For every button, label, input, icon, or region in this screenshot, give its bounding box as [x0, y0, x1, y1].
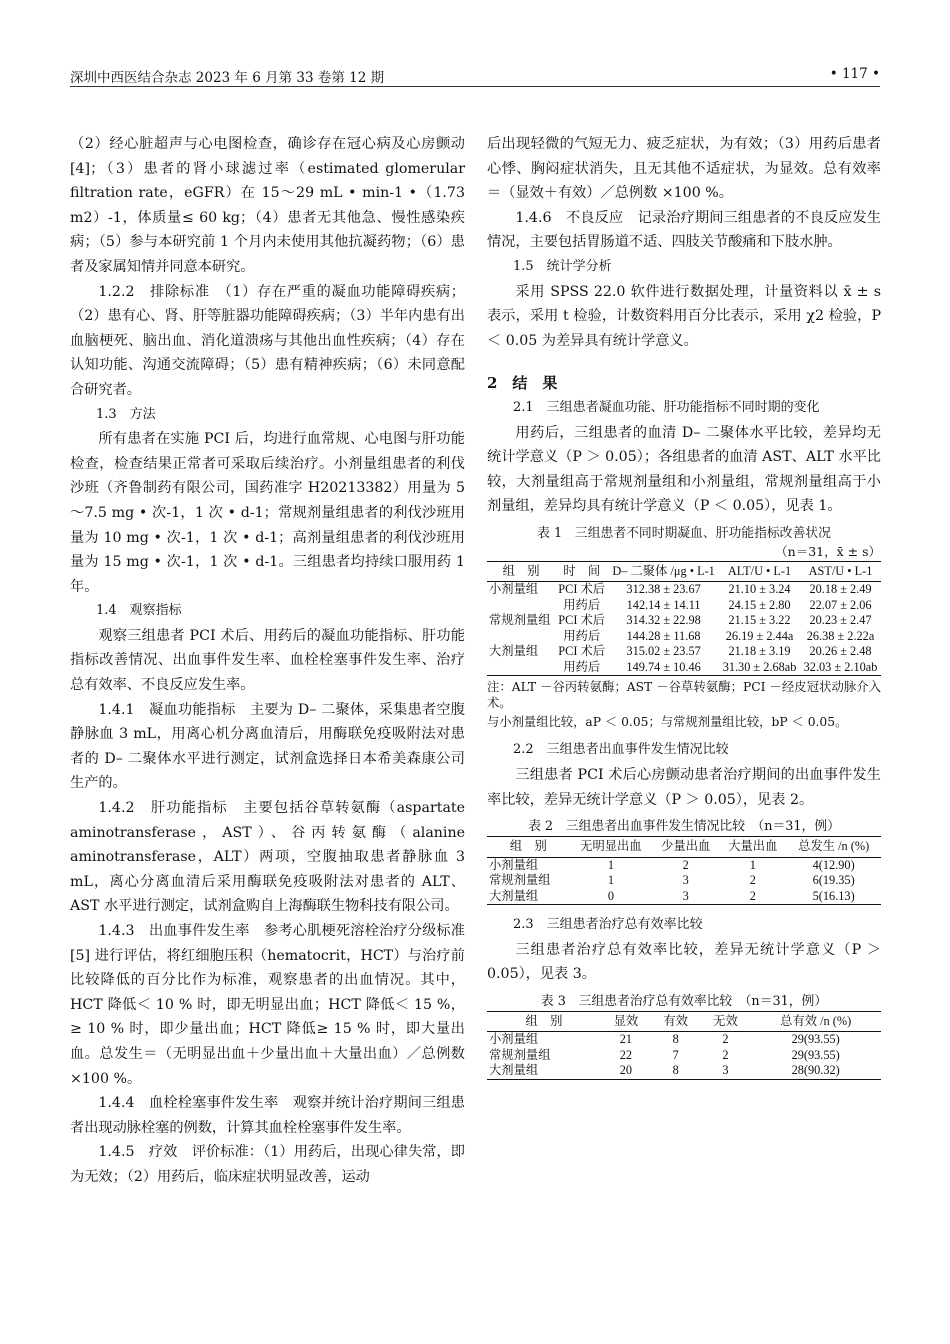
para-inclusion-cont: （2）经心脏超声与心电图检查，确诊存在冠心病及心房颤动 [4]；（3）患者的肾小球滤过率（estimated glomerular filtration rate，eGFR）在 15～29 mL • min-1 •（1.73 m2）-1，体质量≤ 60 kg；（4）患者无其他急、慢性感染疾病；（5）参与本研究前 1 个月内未使用其他抗凝药物；（6）患者及家属知情并同意本研究。	[70, 136, 465, 275]
table1-caption: 表 1 三组患者不同时期凝血、肝功能指标改善状况	[537, 525, 831, 541]
table-row	[487, 857, 881, 873]
table-cell: 3	[652, 889, 719, 905]
table-cell: 142.14 ± 14.11	[626, 597, 701, 612]
table-cell: 31.30 ± 2.68ab	[719, 660, 800, 676]
t3-header: 显效	[601, 1011, 651, 1032]
table3	[487, 1011, 881, 1080]
table-row	[487, 644, 881, 660]
table-cell: PCI 术后	[558, 582, 606, 597]
heading-results: 2 结 果	[487, 374, 558, 393]
table-cell: 0	[570, 889, 653, 905]
table-cell: 24.15 ± 2.80	[728, 597, 791, 612]
table-cell: 常规剂量组	[489, 873, 551, 888]
t2-header: 少量出血	[652, 837, 719, 858]
t2-header: 无明显出血	[570, 837, 653, 858]
para-exclusion: 1.2.2 排除标准 （1）存在严重的凝血功能障碍疾病；（2）患有心、肾、肝等脏器功能障碍疾病；（3）半年内患有出血脑梗死、脑出血、消化道溃疡与其他出血性疾病；（4）存在认知功能、沟通交流障碍；（5）患有精神疾病；（6）未同意配合研究者。	[70, 283, 465, 398]
table-cell	[487, 629, 555, 645]
table-cell: 22	[619, 1047, 633, 1062]
t3-header: 有效	[651, 1011, 701, 1032]
table-cell: 小剂量组	[489, 857, 539, 872]
table-row	[487, 629, 881, 645]
table-cell: 149.74 ± 10.46	[608, 660, 719, 676]
table-cell: 1	[607, 873, 614, 888]
table-cell: 5(16.13)	[786, 889, 881, 905]
t3-header: 组 别	[487, 1011, 601, 1032]
para-observation: 观察三组患者 PCI 术后、用药后的凝血功能指标、肝功能指标改善情况、出血事件发生率、血栓栓塞事件发生率、治疗总有效率、不良反应发生率。	[70, 627, 465, 694]
table-cell: 2	[749, 873, 756, 888]
para-statistics: 采用 SPSS 22.0 软件进行数据处理，计量资料以 x̄ ± s 表示，采用 t 检验，计数资料用百分比表示，采用 χ2 检验，P ＜ 0.05 为差异具有统计学意义。	[487, 283, 881, 349]
table-cell: 用药后	[563, 597, 601, 612]
table-cell: 29(93.55)	[791, 1047, 840, 1062]
table-cell: 用药后	[555, 660, 608, 676]
table-cell: 314.32 ± 22.98	[626, 613, 701, 628]
table1-note: 注：ALT －谷丙转氨酶；AST －谷草转氨酶；PCI －经皮冠状动脉介入术。	[487, 680, 881, 711]
table-row	[487, 1048, 881, 1064]
table-cell: PCI 术后	[558, 644, 606, 659]
t1-header: ALT/U • L-1	[719, 561, 800, 582]
table-cell: 小剂量组	[489, 1032, 539, 1047]
table-row	[487, 613, 881, 629]
table3-caption: 表 3 三组患者治疗总有效率比较 （n＝31，例）	[540, 993, 828, 1009]
table-row	[487, 660, 881, 676]
heading-1-3: 1.3 方法	[96, 406, 156, 422]
table1-subcaption: （n＝31，x̄ ± s）	[775, 543, 881, 559]
t2-header: 大量出血	[719, 837, 786, 858]
table-cell: 2	[682, 857, 689, 872]
running-header	[70, 66, 880, 87]
table-row	[487, 873, 881, 889]
table-cell: 8	[651, 1063, 701, 1079]
heading-1-4: 1.4 观察指标	[96, 603, 182, 619]
table-cell: 8	[672, 1032, 679, 1047]
table-cell: 大剂量组	[487, 889, 570, 905]
table-row	[487, 598, 881, 614]
table-cell: 小剂量组	[489, 582, 539, 597]
table-cell: 29(93.55)	[791, 1032, 840, 1047]
para-2-3: 三组患者治疗总有效率比较，差异无统计学意义（P ＞ 0.05），见表 3。	[487, 941, 881, 983]
heading-2-1: 2.1 三组患者凝血功能、肝功能指标不同时期的变化	[513, 399, 820, 415]
table-cell: 26.19 ± 2.44a	[725, 628, 794, 643]
table-cell: 21.15 ± 3.22	[728, 613, 791, 628]
table-cell: 21.10 ± 3.24	[728, 582, 791, 597]
table-cell	[487, 598, 555, 614]
para-2-2: 三组患者 PCI 术后心房颤动患者治疗期间的出血事件发生率比较，差异无统计学意义（P ＞ 0.05），见表 2。	[487, 767, 881, 808]
table-row	[487, 889, 881, 905]
table-cell: 144.28 ± 11.68	[626, 628, 701, 643]
table-cell: 21.18 ± 3.19	[728, 644, 791, 659]
para-1-4-3: 1.4.3 出血事件发生率 参考心肌梗死溶栓治疗分级标准 [5] 进行评估，将红细胞压积（hematocrit，HCT）与治疗前比较降低的百分比作为标准，观察患者的出血情况。其中，HCT 降低＜ 10 % 时，即无明显出血；HCT 降低＜ 15 %，≥ 10 % 时，即少量出血；HCT 降低≥ 15 % 时，即大量出血。总发生＝（无明显出血＋少量出血＋大量出血）／总例数 ×100 %。	[70, 923, 465, 1087]
right-column	[487, 132, 881, 1080]
table2	[487, 836, 881, 905]
table-cell: 3	[682, 873, 689, 888]
para-methods: 所有患者在实施 PCI 后，均进行血常规、心电图与肝功能检查，检查结果正常者可采取后续治疗。小剂量组患者的利伐沙班（齐鲁制药有限公司，国药准字 H20213382）用量为 5～7.5 mg • 次-1，1 次 • d-1；常规剂量组患者的利伐沙班用量为 10 mg • 次-1，1 次 • d-1；高剂量组患者的利伐沙班用量为 15 mg • 次-1，1 次 • d-1。三组患者均持续口服用药 1 年。	[70, 431, 465, 595]
table-cell: 常规剂量组	[489, 613, 551, 628]
left-column	[70, 132, 465, 1190]
para-1-4-4: 1.4.4 血栓栓塞事件发生率 观察并统计治疗期间三组患者出现动脉栓塞的例数，计算其血栓栓塞事件发生率。	[70, 1095, 465, 1136]
table-cell: 20	[601, 1063, 651, 1079]
table-cell: 20.26 ± 2.48	[809, 644, 872, 659]
t1-header: D– 二聚体 /μg • L-1	[608, 561, 719, 582]
table-cell: 21	[619, 1032, 633, 1047]
heading-2-3: 2.3 三组患者治疗总有效率比较	[513, 917, 703, 933]
table-cell: 20.18 ± 2.49	[809, 582, 872, 597]
table-cell: 28(90.32)	[750, 1063, 881, 1079]
table-cell: 315.02 ± 23.57	[626, 644, 701, 659]
table2-caption: 表 2 三组患者出血事件发生情况比较 （n＝31，例）	[528, 819, 840, 835]
table-cell: 2	[722, 1047, 729, 1062]
table-cell: 1	[607, 857, 614, 872]
t1-header: AST/U • L-1	[800, 561, 881, 582]
para-1-4-1: 1.4.1 凝血功能指标 主要为 D– 二聚体，采集患者空腹静脉血 3 mL，用离心机分离血清后，用酶联免疫吸附法对患者的 D– 二聚体水平进行测定，试剂盒选择日本希美森康公司生产的。	[70, 701, 465, 792]
t3-header: 总有效 /n (%)	[750, 1011, 881, 1032]
table-cell: 4(12.90)	[812, 857, 855, 872]
para-efficacy-cont: 后出现轻微的气短无力、疲乏症状，为有效；（3）用药后患者心悸、胸闷症状消失，且无其他不适症状，为显效。总有效率＝（显效＋有效）／总例数 ×100 %。	[487, 136, 881, 202]
para-2-1: 用药后，三组患者的血清 D– 二聚体水平比较，差异均无统计学意义（P ＞ 0.05）；各组患者的血清 AST、ALT 水平比较，大剂量组高于常规剂量组和小剂量组，常规剂量组高于小剂量组，差异均具有统计学意义（P ＜ 0.05），见表 1。	[487, 424, 881, 515]
table-cell: 7	[672, 1047, 679, 1062]
t1-header: 组 别	[487, 561, 555, 582]
table-cell	[487, 660, 555, 676]
table-cell: 大剂量组	[489, 644, 539, 659]
table-cell: PCI 术后	[558, 613, 606, 628]
table-row	[487, 1063, 881, 1079]
t1-header: 时 间	[555, 561, 608, 582]
table1-note-sig: 与小剂量组比较，aP ＜ 0.05；与常规剂量组比较，bP ＜ 0.05。	[487, 715, 848, 730]
table-cell: 312.38 ± 23.67	[626, 582, 701, 597]
journal-title: 深圳中西医结合杂志 2023 年 6 月第 33 卷第 12 期	[70, 70, 385, 86]
t2-header: 组 别	[487, 837, 570, 858]
table-row	[487, 582, 881, 598]
table-cell: 2	[722, 1032, 729, 1047]
page-number: • 117 •	[829, 66, 880, 82]
table-cell: 大剂量组	[487, 1063, 601, 1079]
table-row	[487, 1032, 881, 1048]
table-cell: 32.03 ± 2.10ab	[800, 660, 881, 676]
table-cell: 20.23 ± 2.47	[809, 613, 872, 628]
table1	[487, 561, 881, 677]
heading-2-2: 2.2 三组患者出血事件发生情况比较	[513, 742, 729, 758]
table-cell: 2	[719, 889, 786, 905]
para-1-4-5: 1.4.5 疗效 评价标准：（1）用药后，出现心律失常，即为无效；（2）用药后，临床症状明显改善，运动	[70, 1144, 465, 1185]
table-cell: 用药后	[563, 628, 601, 643]
table-cell: 1	[749, 857, 756, 872]
table-cell: 26.38 ± 2.22a	[806, 628, 875, 643]
table-cell: 22.07 ± 2.06	[809, 597, 872, 612]
t3-header: 无效	[701, 1011, 751, 1032]
para-1-4-6: 1.4.6 不良反应 记录治疗期间三组患者的不良反应发生情况，主要包括胃肠道不适、四肢关节酸痛和下肢水肿。	[487, 209, 881, 251]
t2-header: 总发生 /n (%)	[786, 837, 881, 858]
table-cell: 常规剂量组	[489, 1047, 551, 1062]
table-cell: 3	[701, 1063, 751, 1079]
para-1-4-2: 1.4.2 肝功能指标 主要包括谷草转氨酶（aspartate aminotransferase，AST）、谷丙转氨酶（alanine aminotransferase，ALT）两项，空腹抽取患者静脉血 3 mL，离心分离血清后采用酶联免疫吸附法对患者的 ALT、AST 水平进行测定，试剂盒购自上海酶联生物科技有限公司。	[70, 800, 465, 915]
heading-1-5: 1.5 统计学分析	[513, 258, 612, 274]
table-cell: 6(19.35)	[812, 873, 855, 888]
